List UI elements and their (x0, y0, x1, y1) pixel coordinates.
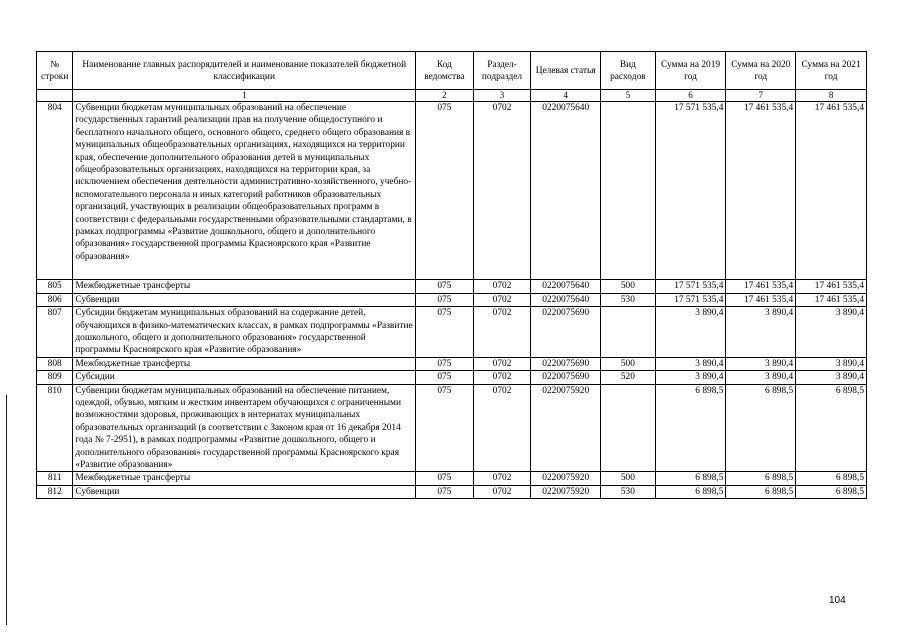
row-sum-2019: 17 571 535,4 (655, 280, 726, 293)
row-dept-code: 075 (416, 472, 474, 485)
row-sum-2021: 3 890,4 (796, 371, 867, 384)
row-target: 0220075690 (531, 357, 601, 370)
row-section: 0702 (473, 102, 531, 280)
row-sum-2021: 6 898,5 (796, 472, 867, 485)
row-number: 809 (37, 371, 73, 384)
row-sum-2020: 17 461 535,4 (726, 102, 796, 280)
header-name: Наименование главных распорядителей и наименование показателей бюджетной классификации (73, 52, 416, 90)
row-dept-code: 075 (416, 357, 474, 370)
row-section: 0702 (473, 472, 531, 485)
row-name: Субвенции (73, 485, 416, 498)
row-name: Межбюджетные трансферты (73, 357, 416, 370)
row-section: 0702 (473, 280, 531, 293)
row-section: 0702 (473, 384, 531, 472)
row-sum-2019: 3 890,4 (655, 371, 726, 384)
row-exp-type: 500 (601, 280, 656, 293)
row-sum-2019: 6 898,5 (655, 472, 726, 485)
row-sum-2019: 3 890,4 (655, 357, 726, 370)
row-exp-type: 500 (601, 357, 656, 370)
table-row (37, 485, 867, 498)
row-exp-type (601, 102, 656, 280)
row-name: Субвенции (73, 293, 416, 306)
row-sum-2021: 17 461 535,4 (796, 293, 867, 306)
row-name: Субвенции бюджетам муниципальных образований на обеспечение питанием, одеждой, обувью, мягким и жестким инвентарем обучающихся с ограниченными возможностями здоровья, проживающих в интернатах муниципальных образовательных организаций (в соответствии с Законом края от 16 декабря 2014 года № 7-2951), в рамках подпрограммы «Развитие дошкольного, общего и дополнительного образования» государственной программы Красноярского края «Развитие образования» (73, 384, 416, 472)
row-exp-type: 500 (601, 472, 656, 485)
row-number: 807 (37, 307, 73, 358)
table-row (37, 357, 867, 370)
row-dept-code: 075 (416, 102, 474, 280)
column-number (37, 90, 73, 102)
row-sum-2021: 17 461 535,4 (796, 280, 867, 293)
scan-edge-line (6, 395, 7, 625)
row-name: Субсидии бюджетам муниципальных образований на содержание детей, обучающихся в физико-математических классах, в рамках подпрограммы «Развитие дошкольного, общего и дополнительного образования» государственной программы Красноярского края «Развитие образования» (73, 307, 416, 358)
row-section: 0702 (473, 293, 531, 306)
row-name: Субвенции бюджетам муниципальных образований на обеспечение государственных гарантий реализации прав на получение общедоступного и бесплатного начального общего, основного общего, среднего общего образования в муниципальных общеобразовательных организациях, находящихся на территории края, обеспечение дополнительного образования детей в муниципальных общеобразовательных организациях, находящихся на территории края, за исключением обеспечения деятельности административно-хозяйственного, учебно-вспомогательного персонала и иных категорий работников образовательных организаций, участвующих в реализации общеобразовательных программ в соответствии с федеральными государственными образовательными стандартами, в рамках подпрограммы «Развитие дошкольного, общего и дополнительного образования» государственной программы Красноярского края «Развитие образования» (73, 102, 416, 280)
row-sum-2020: 6 898,5 (726, 472, 796, 485)
header-exp-type: Вид расходов (601, 52, 656, 90)
header-row (37, 52, 867, 90)
header-sum-2019: Сумма на 2019 год (655, 52, 726, 90)
header-sum-2020: Сумма на 2020 год (726, 52, 796, 90)
column-number: 2 (416, 90, 474, 102)
row-dept-code: 075 (416, 371, 474, 384)
row-dept-code: 075 (416, 280, 474, 293)
row-exp-type: 530 (601, 485, 656, 498)
row-section: 0702 (473, 485, 531, 498)
column-number: 7 (726, 90, 796, 102)
row-sum-2020: 3 890,4 (726, 307, 796, 358)
column-number: 4 (531, 90, 601, 102)
row-target: 0220075640 (531, 293, 601, 306)
table-row (37, 307, 867, 358)
row-target: 0220075690 (531, 307, 601, 358)
row-dept-code: 075 (416, 307, 474, 358)
row-sum-2019: 6 898,5 (655, 384, 726, 472)
row-number: 804 (37, 102, 73, 280)
row-number: 811 (37, 472, 73, 485)
header-target: Целевая статья (531, 52, 601, 90)
row-name: Межбюджетные трансферты (73, 472, 416, 485)
page-number: 104 (829, 595, 846, 606)
row-sum-2019: 6 898,5 (655, 485, 726, 498)
row-target: 0220075920 (531, 485, 601, 498)
row-sum-2019: 17 571 535,4 (655, 102, 726, 280)
row-exp-type (601, 307, 656, 358)
row-name: Субсидии (73, 371, 416, 384)
row-sum-2020: 3 890,4 (726, 357, 796, 370)
header-row-no: № строки (37, 52, 73, 90)
header-section: Раздел-подраздел (473, 52, 531, 90)
row-sum-2019: 17 571 535,4 (655, 293, 726, 306)
row-sum-2021: 6 898,5 (796, 384, 867, 472)
row-target: 0220075640 (531, 102, 601, 280)
column-number: 3 (473, 90, 531, 102)
row-section: 0702 (473, 371, 531, 384)
row-section: 0702 (473, 307, 531, 358)
row-sum-2021: 3 890,4 (796, 357, 867, 370)
row-dept-code: 075 (416, 485, 474, 498)
budget-table (36, 51, 867, 499)
row-sum-2020: 17 461 535,4 (726, 293, 796, 306)
row-sum-2020: 6 898,5 (726, 384, 796, 472)
row-target: 0220075640 (531, 280, 601, 293)
row-number: 806 (37, 293, 73, 306)
table-row (37, 384, 867, 472)
column-number: 8 (796, 90, 867, 102)
row-dept-code: 075 (416, 293, 474, 306)
table-row (37, 293, 867, 306)
column-number: 1 (73, 90, 416, 102)
row-sum-2021: 17 461 535,4 (796, 102, 867, 280)
row-exp-type: 520 (601, 371, 656, 384)
row-number: 805 (37, 280, 73, 293)
row-number: 808 (37, 357, 73, 370)
row-sum-2019: 3 890,4 (655, 307, 726, 358)
row-exp-type (601, 384, 656, 472)
column-number: 6 (655, 90, 726, 102)
row-target: 0220075920 (531, 384, 601, 472)
table-row (37, 280, 867, 293)
row-sum-2020: 17 461 535,4 (726, 280, 796, 293)
table-row (37, 102, 867, 280)
row-sum-2020: 3 890,4 (726, 371, 796, 384)
row-name: Межбюджетные трансферты (73, 280, 416, 293)
row-section: 0702 (473, 357, 531, 370)
table-row (37, 371, 867, 384)
row-number: 812 (37, 485, 73, 498)
row-exp-type: 530 (601, 293, 656, 306)
row-sum-2021: 6 898,5 (796, 485, 867, 498)
row-dept-code: 075 (416, 384, 474, 472)
header-sum-2021: Сумма на 2021 год (796, 52, 867, 90)
row-target: 0220075690 (531, 371, 601, 384)
row-sum-2020: 6 898,5 (726, 485, 796, 498)
column-number-row (37, 90, 867, 102)
column-number: 5 (601, 90, 656, 102)
table-row (37, 472, 867, 485)
row-sum-2021: 3 890,4 (796, 307, 867, 358)
header-dept-code: Код ведомства (416, 52, 474, 90)
row-target: 0220075920 (531, 472, 601, 485)
row-number: 810 (37, 384, 73, 472)
